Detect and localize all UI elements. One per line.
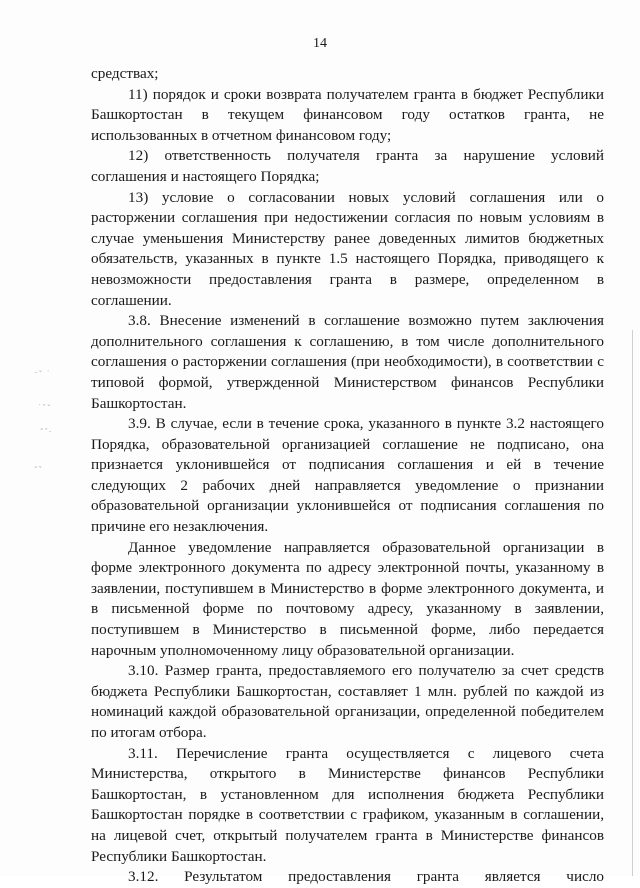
paragraph-continuation: средствах; (91, 65, 159, 82)
paragraph-notification: Данное уведомление направляется образовательной организации в форме электронного документа по адресу электронной почты, указанному в заявлении, поступившем в Министерство в форме электронного документа, и в письменной форме по почтовому адресу, указанному в заявлении, поступившем в Министерство в письменной форме, либо передается нарочным уполномоченному лицу образовательной организации. (91, 538, 604, 659)
scan-mark: ⁻˘ ˙ (34, 370, 51, 378)
page-number: 14 (313, 36, 327, 51)
paragraph-item-12: 12) ответственность получателя гранта за нарушение условий соглашения и настоящего Порядка; (91, 147, 604, 185)
scan-mark: ˙ˇ˘ (38, 404, 52, 412)
scan-mark: ˘ˇ (34, 466, 43, 474)
document-text-body (91, 64, 604, 888)
scan-mark: ˜ˇ· (40, 428, 53, 436)
paragraph-3-10: 3.10. Размер гранта, предоставляемого его получателю за счет средств бюджета Республики Башкортостан, составляет 1 млн. рублей по каждой из номинаций каждой образовательной организации, определенной победителем по итогам отбора. (91, 662, 604, 741)
scan-edge-line (632, 330, 633, 876)
paragraph-item-11: 11) порядок и сроки возврата получателем гранта в бюджет Республики Башкортостан в текущем финансовом году остатков гранта, не использованных в отчетном финансовом году; (91, 85, 604, 144)
paragraph-3-11: 3.11. Перечисление гранта осуществляется с лицевого счета Министерства, открытого в Министерстве финансов Республики Башкортостан, в установленном для исполнения бюджета Республики Башкортостан порядке в соответствии с графиком, указанным в соглашении, на лицевой счет, открытый получателем гранта в Министерстве финансов Республики Башкортостан. (91, 744, 604, 865)
paragraph-3-9: 3.9. В случае, если в течение срока, указанного в пункте 3.2 настоящего Порядка, образовательной организацией соглашение не подписано, она признается уклонившейся от подписания соглашения и ей в течение следующих 2 рабочих дней направляется уведомление о признании образовательной организации уклонившейся от подписания соглашения по причине его незаключения. (91, 415, 604, 536)
paragraph-3-8: 3.8. Внесение изменений в соглашение возможно путем заключения дополнительного соглашения к соглашению, в том числе дополнительного соглашения о расторжении соглашения (при необходимости), в соответствии с типовой формой, утвержденной Министерством финансов Республики Башкортостан. (91, 312, 604, 412)
margin-scan-marks (30, 370, 70, 480)
paragraph-3-12: 3.12. Результатом предоставления гранта является число (128, 868, 604, 886)
paragraph-item-13: 13) условие о согласовании новых условий соглашения или о расторжении соглашения при недостижении согласия по новым условиям в случае уменьшения Министерству ранее доведенных лимитов бюджетных обязательств, указанных в пункте 1.5 настоящего Порядка, приводящего к невозможности предоставления гранта в размере, определенном в соглашении. (91, 188, 604, 309)
